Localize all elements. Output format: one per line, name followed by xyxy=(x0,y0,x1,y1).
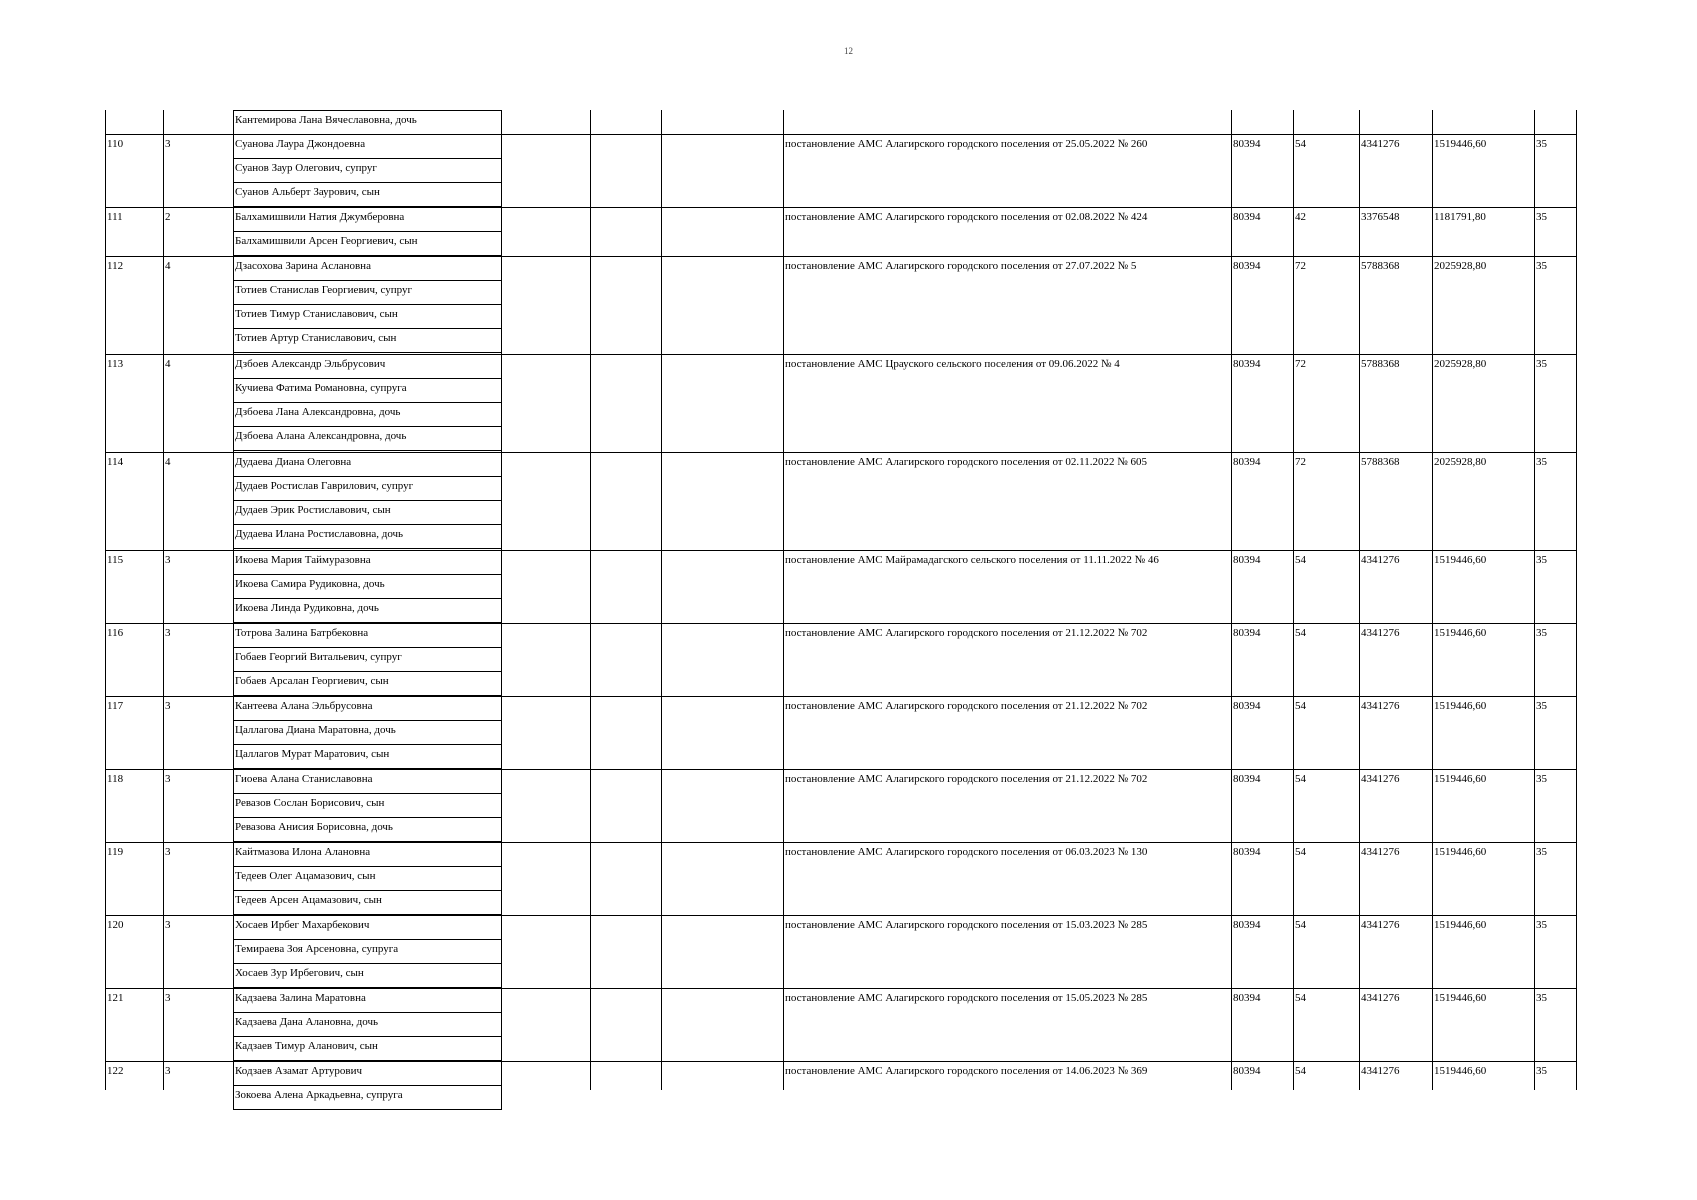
subsidy-amount: 1181791,80 xyxy=(1434,211,1486,223)
member-name: Дзбоев Александр Эльбрусович xyxy=(235,358,386,370)
price-code: 80394 xyxy=(1233,1065,1261,1077)
member-name: Балхамишвили Натия Джумберовна xyxy=(235,211,405,223)
percent-value: 35 xyxy=(1536,627,1547,639)
column-rule xyxy=(661,110,662,1090)
percent-value: 35 xyxy=(1536,211,1547,223)
total-price: 4341276 xyxy=(1361,700,1400,712)
total-price: 4341276 xyxy=(1361,773,1400,785)
member-name: Ревазов Сослан Борисович, сын xyxy=(235,797,385,809)
column-rule xyxy=(163,110,164,1090)
member-name: Дудаева Илана Ростиславовна, дочь xyxy=(235,528,404,540)
decree-reference: постановление АМС Алагирского городского поселения от 21.12.2022 № 702 xyxy=(785,627,1148,639)
decree-reference: постановление АМС Майрамадагского сельского поселения от 11.11.2022 № 46 xyxy=(785,554,1159,566)
price-code: 80394 xyxy=(1233,211,1261,223)
price-code: 80394 xyxy=(1233,456,1261,468)
percent-value: 35 xyxy=(1536,554,1547,566)
price-code: 80394 xyxy=(1233,627,1261,639)
subsidy-amount: 2025928,80 xyxy=(1434,260,1487,272)
member-name: Цаллагов Мурат Маратович, сын xyxy=(235,748,390,760)
row-number: 113 xyxy=(107,358,124,370)
decree-reference: постановление АМС Алагирского городского поселения от 02.08.2022 № 424 xyxy=(785,211,1148,223)
member-name: Дзбоева Лана Александровна, дочь xyxy=(235,406,401,418)
total-price: 4341276 xyxy=(1361,138,1400,150)
row-number: 115 xyxy=(107,554,124,566)
row-number: 117 xyxy=(107,700,124,712)
percent-value: 35 xyxy=(1536,992,1547,1004)
member-name: Тотрова Залина Батрбековна xyxy=(235,627,369,639)
row-number: 114 xyxy=(107,456,124,468)
member-name: Тедеев Олег Ацамазович, сын xyxy=(235,870,376,882)
subsidy-amount: 1519446,60 xyxy=(1434,992,1487,1004)
family-size: 3 xyxy=(165,846,171,858)
member-name: Ревазова Анисия Борисовна, дочь xyxy=(235,821,393,833)
member-name: Кучиева Фатима Романовна, супруга xyxy=(235,382,407,394)
family-size: 3 xyxy=(165,773,171,785)
row-number: 120 xyxy=(107,919,124,931)
member-name: Кантемирова Лана Вячеславовна, дочь xyxy=(235,114,417,126)
price-code: 80394 xyxy=(1233,554,1261,566)
subsidy-amount: 2025928,80 xyxy=(1434,456,1487,468)
member-name: Тотиев Артур Станиславович, сын xyxy=(235,332,397,344)
subsidy-amount: 1519446,60 xyxy=(1434,919,1487,931)
member-name: Суанова Лаура Джондоевна xyxy=(235,138,366,150)
member-name: Хосаев Ирбег Махарбекович xyxy=(235,919,370,931)
member-name: Кадзаева Дана Алановна, дочь xyxy=(235,1016,379,1028)
family-size: 4 xyxy=(165,260,171,272)
percent-value: 35 xyxy=(1536,358,1547,370)
area-value: 72 xyxy=(1295,260,1306,272)
total-price: 4341276 xyxy=(1361,1065,1400,1077)
area-value: 54 xyxy=(1295,846,1306,858)
percent-value: 35 xyxy=(1536,700,1547,712)
column-rule xyxy=(1359,110,1360,1090)
area-value: 42 xyxy=(1295,211,1306,223)
area-value: 54 xyxy=(1295,554,1306,566)
family-size: 4 xyxy=(165,358,171,370)
member-name: Тедеев Арсен Ацамазович, сын xyxy=(235,894,382,906)
family-size: 3 xyxy=(165,138,171,150)
column-rule xyxy=(783,110,784,1090)
area-value: 72 xyxy=(1295,358,1306,370)
price-code: 80394 xyxy=(1233,773,1261,785)
column-rule xyxy=(1534,110,1535,1090)
percent-value: 35 xyxy=(1536,919,1547,931)
percent-value: 35 xyxy=(1536,138,1547,150)
member-name: Кантеева Алана Эльбрусовна xyxy=(235,700,373,712)
total-price: 5788368 xyxy=(1361,260,1400,272)
decree-reference: постановление АМС Алагирского городского поселения от 15.05.2023 № 285 xyxy=(785,992,1148,1004)
row-number: 116 xyxy=(107,627,124,639)
column-rule xyxy=(1432,110,1433,1090)
member-name: Тотиев Станислав Георгиевич, супруг xyxy=(235,284,413,296)
column-rule xyxy=(1576,110,1577,1090)
subsidy-amount: 2025928,80 xyxy=(1434,358,1487,370)
member-name: Кодзаев Азамат Артурович xyxy=(235,1065,363,1077)
total-price: 5788368 xyxy=(1361,456,1400,468)
area-value: 54 xyxy=(1295,138,1306,150)
decree-reference: постановление АМС Алагирского городского поселения от 25.05.2022 № 260 xyxy=(785,138,1148,150)
member-name: Гобаев Арсалан Георгиевич, сын xyxy=(235,675,389,687)
member-name: Икоева Мария Таймуразовна xyxy=(235,554,371,566)
price-code: 80394 xyxy=(1233,846,1261,858)
column-rule xyxy=(105,110,106,1090)
family-size: 3 xyxy=(165,919,171,931)
price-code: 80394 xyxy=(1233,700,1261,712)
decree-reference: постановление АМС Алагирского городского поселения от 27.07.2022 № 5 xyxy=(785,260,1137,272)
area-value: 54 xyxy=(1295,992,1306,1004)
member-name: Зокоева Алена Аркадьевна, супруга xyxy=(235,1089,403,1101)
member-name: Цаллагова Диана Маратовна, дочь xyxy=(235,724,396,736)
area-value: 54 xyxy=(1295,919,1306,931)
member-name: Кадзаева Залина Маратовна xyxy=(235,992,366,1004)
subsidy-amount: 1519446,60 xyxy=(1434,700,1487,712)
column-rule xyxy=(1293,110,1294,1090)
family-size: 3 xyxy=(165,1065,171,1077)
percent-value: 35 xyxy=(1536,1065,1547,1077)
family-size: 3 xyxy=(165,627,171,639)
member-name: Суанов Альберт Заурович, сын xyxy=(235,186,380,198)
decree-reference: постановление АМС Алагирского городского поселения от 15.03.2023 № 285 xyxy=(785,919,1148,931)
member-name: Дудаев Эрик Ростиславович, сын xyxy=(235,504,391,516)
member-name: Темираева Зоя Арсеновна, супруга xyxy=(235,943,399,955)
member-name: Хосаев Зур Ирбегович, сын xyxy=(235,967,364,979)
member-name: Суанов Заур Олегович, супруг xyxy=(235,162,377,174)
row-number: 121 xyxy=(107,992,124,1004)
subsidy-amount: 1519446,60 xyxy=(1434,846,1487,858)
price-code: 80394 xyxy=(1233,358,1261,370)
member-name: Икоева Линда Рудиковна, дочь xyxy=(235,602,379,614)
area-value: 72 xyxy=(1295,456,1306,468)
member-name: Дудаева Диана Олеговна xyxy=(235,456,352,468)
total-price: 4341276 xyxy=(1361,919,1400,931)
area-value: 54 xyxy=(1295,627,1306,639)
subsidy-amount: 1519446,60 xyxy=(1434,138,1487,150)
member-name: Гиоева Алана Станиславовна xyxy=(235,773,373,785)
price-code: 80394 xyxy=(1233,919,1261,931)
decree-reference: постановление АМС Алагирского городского поселения от 21.12.2022 № 702 xyxy=(785,773,1148,785)
member-name: Дзасохова Зарина Аслановна xyxy=(235,260,371,272)
family-size: 3 xyxy=(165,992,171,1004)
area-value: 54 xyxy=(1295,1065,1306,1077)
area-value: 54 xyxy=(1295,773,1306,785)
decree-reference: постановление АМС Алагирского городского поселения от 14.06.2023 № 369 xyxy=(785,1065,1148,1077)
row-number: 118 xyxy=(107,773,124,785)
price-code: 80394 xyxy=(1233,992,1261,1004)
total-price: 5788368 xyxy=(1361,358,1400,370)
family-size: 2 xyxy=(165,211,171,223)
row-number: 111 xyxy=(107,211,123,223)
row-number: 112 xyxy=(107,260,124,272)
area-value: 54 xyxy=(1295,700,1306,712)
decree-reference: постановление АМС Алагирского городского поселения от 02.11.2022 № 605 xyxy=(785,456,1147,468)
decree-reference: постановление АМС Црауского сельского поселения от 09.06.2022 № 4 xyxy=(785,358,1120,370)
total-price: 4341276 xyxy=(1361,992,1400,1004)
total-price: 4341276 xyxy=(1361,627,1400,639)
subsidy-amount: 1519446,60 xyxy=(1434,773,1487,785)
member-name: Дзбоева Алана Александровна, дочь xyxy=(235,430,407,442)
decree-reference: постановление АМС Алагирского городского поселения от 06.03.2023 № 130 xyxy=(785,846,1148,858)
subsidy-amount: 1519446,60 xyxy=(1434,627,1487,639)
column-rule xyxy=(590,110,591,1090)
percent-value: 35 xyxy=(1536,456,1547,468)
member-name: Икоева Самира Рудиковна, дочь xyxy=(235,578,385,590)
family-size: 4 xyxy=(165,456,171,468)
member-name: Тотиев Тимур Станиславович, сын xyxy=(235,308,398,320)
row-number: 122 xyxy=(107,1065,124,1077)
member-name: Дудаев Ростислав Гаврилович, супруг xyxy=(235,480,414,492)
total-price: 3376548 xyxy=(1361,211,1400,223)
decree-reference: постановление АМС Алагирского городского поселения от 21.12.2022 № 702 xyxy=(785,700,1148,712)
member-name: Кайтмазова Илона Алановна xyxy=(235,846,371,858)
member-name: Кадзаев Тимур Аланович, сын xyxy=(235,1040,378,1052)
column-rule xyxy=(1231,110,1232,1090)
total-price: 4341276 xyxy=(1361,554,1400,566)
family-size: 3 xyxy=(165,554,171,566)
family-size: 3 xyxy=(165,700,171,712)
total-price: 4341276 xyxy=(1361,846,1400,858)
subsidy-amount: 1519446,60 xyxy=(1434,554,1487,566)
member-name: Балхамишвили Арсен Георгиевич, сын xyxy=(235,235,418,247)
member-name: Гобаев Георгий Витальевич, супруг xyxy=(235,651,402,663)
subsidy-amount: 1519446,60 xyxy=(1434,1065,1487,1077)
row-number: 119 xyxy=(107,846,124,858)
percent-value: 35 xyxy=(1536,846,1547,858)
page-number: 12 xyxy=(844,46,853,56)
row-number: 110 xyxy=(107,138,124,150)
price-code: 80394 xyxy=(1233,138,1261,150)
price-code: 80394 xyxy=(1233,260,1261,272)
percent-value: 35 xyxy=(1536,773,1547,785)
percent-value: 35 xyxy=(1536,260,1547,272)
